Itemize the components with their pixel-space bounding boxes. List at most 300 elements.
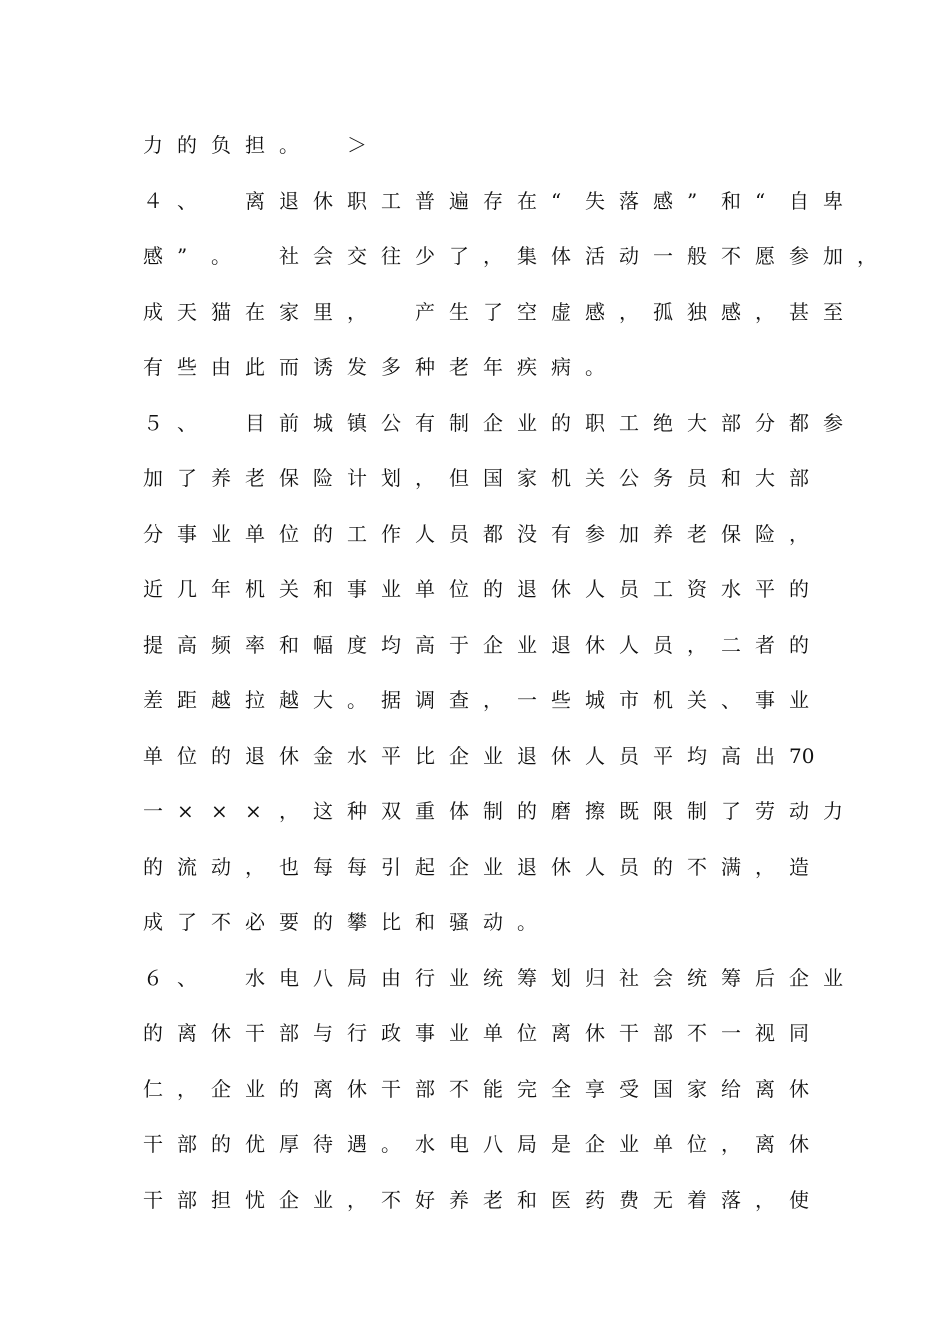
text-char: 距 — [177, 688, 197, 712]
text-char: 制 — [449, 410, 469, 435]
text-char: 诱 — [313, 355, 333, 379]
text-char: 劳 — [755, 799, 775, 823]
text-char: 事 — [415, 1021, 435, 1045]
text-char: 离 — [755, 1076, 775, 1101]
text-char: 力 — [143, 133, 163, 157]
text-char: 业 — [619, 1132, 639, 1156]
text-char: 务 — [653, 466, 673, 490]
text-char: 养 — [211, 466, 231, 490]
text-char: 企 — [449, 854, 469, 879]
text-char: 加 — [619, 521, 639, 546]
text-char: 遇 — [347, 1132, 367, 1156]
text-char: 使 — [789, 1187, 809, 1212]
text-char: 一 — [653, 244, 673, 268]
text-char: 位 — [279, 521, 299, 546]
text-char: 的 — [551, 410, 571, 435]
text-char: 计 — [347, 466, 367, 490]
text-char: 活 — [585, 244, 605, 268]
text-char: 均 — [687, 743, 707, 768]
text-char: 企 — [483, 410, 503, 435]
text-char: 视 — [755, 1021, 775, 1045]
text-char: 企 — [211, 1076, 231, 1101]
text-char: 单 — [245, 521, 265, 546]
text-char: 至 — [823, 299, 843, 324]
text-char: 有 — [551, 521, 571, 546]
text-char: 动 — [789, 799, 809, 823]
text-char: 愿 — [755, 244, 775, 268]
text-char: 休 — [551, 743, 571, 768]
text-char: 但 — [449, 466, 469, 490]
text-char: 八 — [313, 965, 333, 990]
text-char: 社 — [619, 965, 639, 990]
text-char: 老 — [449, 355, 469, 379]
text-char: “ — [755, 188, 766, 213]
text-char: 目 — [245, 410, 265, 435]
text-char: 员 — [619, 854, 639, 879]
text-char: 参 — [823, 410, 843, 435]
text-char: 的 — [517, 799, 537, 823]
text-char: 猫 — [211, 299, 231, 324]
text-char: 流 — [177, 854, 197, 879]
text-char: 担 — [245, 133, 265, 157]
text-char: 前 — [279, 410, 299, 435]
text-char: ” — [687, 188, 698, 213]
text-char: 感 — [143, 244, 163, 268]
text-char: 双 — [381, 799, 401, 823]
text-char: 不 — [687, 854, 707, 879]
text-char: 药 — [585, 1187, 605, 1212]
text-char: ， — [789, 521, 809, 546]
text-char: 由 — [381, 965, 401, 990]
text-char: 关 — [687, 688, 707, 712]
text-char: 既 — [619, 799, 639, 823]
text-char: 起 — [415, 854, 435, 879]
text-char: 无 — [653, 1187, 673, 1212]
text-char: 完 — [517, 1076, 537, 1101]
text-char: 干 — [143, 1187, 163, 1212]
text-char: 业 — [517, 632, 537, 657]
text-char: 行 — [415, 965, 435, 990]
text-char: 老 — [687, 521, 707, 546]
text-char: 离 — [313, 1076, 333, 1101]
text-char: 离 — [551, 1021, 571, 1045]
text-line — [0, 522, 950, 578]
text-char: 、 — [177, 410, 197, 435]
text-char: 会 — [653, 965, 673, 990]
text-char: 政 — [381, 1021, 401, 1045]
text-char: 力 — [823, 799, 843, 823]
text-char: 的 — [177, 133, 197, 157]
text-char: ” — [177, 244, 188, 268]
text-char: ５ — [143, 410, 163, 435]
text-char: 种 — [347, 799, 367, 823]
text-char: 在 — [245, 299, 265, 324]
text-char: 动 — [211, 854, 231, 879]
text-char: 员 — [619, 743, 639, 768]
text-char: 局 — [347, 965, 367, 990]
text-char: 关 — [279, 577, 299, 601]
text-line — [0, 189, 950, 245]
text-char: 企 — [483, 632, 503, 657]
text-char: ４ — [143, 188, 163, 213]
text-char: ， — [177, 1076, 197, 1101]
text-char: 业 — [483, 854, 503, 879]
text-char: ， — [279, 799, 299, 823]
text-char: ＞ — [347, 133, 367, 157]
text-char: 保 — [721, 521, 741, 546]
text-char: 社 — [279, 244, 299, 268]
text-char: 。 — [211, 244, 231, 268]
text-line — [0, 300, 950, 356]
text-line — [0, 244, 950, 300]
text-line — [0, 910, 950, 966]
text-char: 退 — [517, 854, 537, 879]
text-char: 业 — [313, 1187, 333, 1212]
text-char: 位 — [517, 1021, 537, 1045]
text-char: 的 — [483, 577, 503, 601]
text-char: 发 — [347, 355, 367, 379]
text-char: 交 — [347, 244, 367, 268]
text-char: 单 — [143, 743, 163, 768]
text-char: 厚 — [279, 1132, 299, 1156]
text-char: 的 — [313, 521, 333, 546]
text-char: 镇 — [347, 410, 367, 435]
text-char: 必 — [245, 910, 265, 934]
text-char: 企 — [279, 1187, 299, 1212]
text-char: 感 — [653, 188, 673, 213]
text-char: 担 — [211, 1187, 231, 1212]
text-char: 资 — [687, 577, 707, 601]
text-char: 擦 — [585, 799, 605, 823]
text-char: 不 — [721, 244, 741, 268]
text-char: 筹 — [517, 965, 537, 990]
text-char: 老 — [483, 1187, 503, 1212]
text-char: 和 — [313, 577, 333, 601]
text-char: 攀 — [347, 910, 367, 934]
text-char: 归 — [585, 965, 605, 990]
text-char: 查 — [449, 688, 469, 712]
text-char: 保 — [279, 466, 299, 490]
text-char: 拉 — [245, 688, 265, 712]
text-char: 关 — [585, 466, 605, 490]
text-char: 作 — [381, 521, 401, 546]
text-char: 干 — [381, 1076, 401, 1101]
text-char: 和 — [415, 910, 435, 934]
text-char: ， — [347, 299, 367, 324]
text-char: 职 — [585, 410, 605, 435]
text-char: 都 — [483, 521, 503, 546]
text-char: 自 — [789, 188, 809, 213]
text-char: 事 — [347, 577, 367, 601]
text-char: 均 — [381, 632, 401, 657]
text-char: 退 — [517, 743, 537, 768]
text-char: 动 — [619, 244, 639, 268]
text-char: 产 — [415, 299, 435, 324]
text-char: 企 — [789, 965, 809, 990]
text-char: 后 — [755, 965, 775, 990]
text-line — [0, 799, 950, 855]
text-char: 企 — [449, 743, 469, 768]
text-char: 的 — [789, 632, 809, 657]
text-char: ， — [721, 1132, 741, 1156]
text-char: 引 — [381, 854, 401, 879]
text-char: 同 — [789, 1021, 809, 1045]
text-char: 这 — [313, 799, 333, 823]
text-char: 单 — [653, 1132, 673, 1156]
text-char: 度 — [347, 632, 367, 657]
text-char: 遍 — [449, 188, 469, 213]
text-char: ， — [245, 854, 265, 879]
text-char: 位 — [449, 577, 469, 601]
text-char: 参 — [585, 521, 605, 546]
text-char: 人 — [619, 632, 639, 657]
text-char: 由 — [211, 355, 231, 379]
text-char: 也 — [279, 854, 299, 879]
text-char: 业 — [517, 410, 537, 435]
text-char: 存 — [483, 188, 503, 213]
text-char: 划 — [381, 466, 401, 490]
text-char: ， — [687, 632, 707, 657]
text-char: ， — [755, 854, 775, 879]
text-char: 都 — [789, 410, 809, 435]
text-char: 金 — [313, 743, 333, 768]
text-line — [0, 355, 950, 411]
text-char: 年 — [483, 355, 503, 379]
text-char: 干 — [143, 1132, 163, 1156]
text-char: 的 — [789, 577, 809, 601]
text-char: 参 — [789, 244, 809, 268]
text-char: 人 — [585, 743, 605, 768]
text-line — [0, 411, 950, 467]
text-char: ， — [755, 299, 775, 324]
text-char: 费 — [619, 1187, 639, 1212]
text-line — [0, 133, 950, 189]
text-char: 的 — [211, 743, 231, 768]
text-char: 优 — [245, 1132, 265, 1156]
text-char: 些 — [551, 688, 571, 712]
text-char: 给 — [721, 1076, 741, 1101]
text-char: 此 — [245, 355, 265, 379]
text-char: 员 — [619, 577, 639, 601]
text-char: 不 — [687, 1021, 707, 1045]
text-char: 高 — [721, 743, 741, 768]
text-char: 老 — [245, 466, 265, 490]
text-char: 孤 — [653, 299, 673, 324]
text-char: 幅 — [313, 632, 333, 657]
text-char: 享 — [585, 1076, 605, 1101]
text-char: 和 — [517, 1187, 537, 1212]
text-char: 人 — [585, 854, 605, 879]
text-char: ， — [483, 244, 503, 268]
text-char — [211, 411, 231, 435]
text-char: 没 — [517, 521, 537, 546]
text-line — [0, 633, 950, 689]
text-char: 加 — [823, 244, 843, 268]
text-char: 据 — [381, 688, 401, 712]
text-char: 落 — [619, 188, 639, 213]
text-char: 多 — [381, 355, 401, 379]
text-char: 休 — [313, 188, 333, 213]
text-char: 业 — [449, 965, 469, 990]
text-char: ， — [347, 1187, 367, 1212]
text-char: 险 — [755, 521, 775, 546]
text-char: 平 — [381, 743, 401, 768]
text-char: 造 — [789, 854, 809, 879]
text-char: 者 — [755, 632, 775, 657]
text-char: ， — [619, 299, 639, 324]
text-char: 空 — [517, 299, 537, 324]
text-char: 业 — [483, 743, 503, 768]
text-char: 休 — [585, 1021, 605, 1045]
text-char: 感 — [721, 299, 741, 324]
text-char: 体 — [551, 244, 571, 268]
text-char: 离 — [755, 1132, 775, 1156]
text-char: 休 — [585, 632, 605, 657]
text-char: 提 — [143, 632, 163, 657]
text-char: 会 — [313, 244, 333, 268]
text-char: 业 — [245, 1076, 265, 1101]
text-char: 待 — [313, 1132, 333, 1156]
text-char: 了 — [177, 910, 197, 934]
text-char: 不 — [449, 1076, 469, 1101]
text-char: 退 — [517, 577, 537, 601]
text-char: 工 — [347, 521, 367, 546]
text-line — [0, 1077, 950, 1133]
text-char: 员 — [449, 521, 469, 546]
text-char: 业 — [449, 1021, 469, 1045]
text-char: 普 — [415, 188, 435, 213]
text-char: 电 — [449, 1132, 469, 1156]
text-char — [313, 133, 333, 157]
text-char: 分 — [755, 410, 775, 435]
text-char: 不 — [381, 1187, 401, 1212]
text-char: 机 — [551, 466, 571, 490]
text-char: 退 — [245, 743, 265, 768]
text-char: 休 — [347, 1076, 367, 1101]
text-line — [0, 744, 950, 800]
text-char: 部 — [177, 1132, 197, 1156]
text-char: 了 — [721, 799, 741, 823]
text-char: 水 — [347, 743, 367, 768]
text-char: 、 — [177, 965, 197, 990]
text-char: × — [245, 799, 262, 823]
text-char: 于 — [449, 632, 469, 657]
text-char: 高 — [415, 632, 435, 657]
text-char: 而 — [279, 355, 299, 379]
text-char: 。 — [279, 133, 299, 157]
text-char: 每 — [347, 854, 367, 879]
text-char: 率 — [245, 632, 265, 657]
text-char: ， — [483, 688, 503, 712]
text-char: 筹 — [721, 965, 741, 990]
text-char — [381, 300, 401, 324]
text-char: 集 — [517, 244, 537, 268]
text-char: 单 — [483, 1021, 503, 1045]
text-char: 水 — [245, 965, 265, 990]
text-char: ， — [755, 1187, 775, 1212]
text-char: 成 — [143, 299, 163, 324]
text-char: 局 — [517, 1132, 537, 1156]
text-char: ６ — [143, 965, 163, 990]
text-char: 休 — [789, 1076, 809, 1101]
text-char: 休 — [551, 577, 571, 601]
text-char: 统 — [687, 965, 707, 990]
text-line — [0, 1188, 950, 1244]
text-char: 好 — [415, 1187, 435, 1212]
text-char: 仁 — [143, 1076, 163, 1101]
text-line — [0, 1021, 950, 1077]
text-char: 电 — [279, 965, 299, 990]
text-char: 员 — [687, 466, 707, 490]
text-char: 城 — [313, 410, 333, 435]
text-char: 一 — [143, 799, 163, 823]
text-char: 里 — [313, 299, 333, 324]
text-char: 满 — [721, 854, 741, 879]
text-char: 分 — [143, 521, 163, 546]
text-char: 越 — [211, 688, 231, 712]
text-char: 工 — [381, 188, 401, 213]
text-char: 加 — [143, 466, 163, 490]
text-char: 大 — [755, 466, 775, 490]
text-char: 离 — [177, 1021, 197, 1045]
text-char: 的 — [653, 854, 673, 879]
text-char — [211, 189, 231, 213]
text-char: ， — [857, 244, 877, 268]
text-char: 和 — [721, 188, 741, 213]
text-char: 行 — [347, 1021, 367, 1045]
text-char: 比 — [415, 743, 435, 768]
text-char: 划 — [551, 965, 571, 990]
text-char: 有 — [415, 410, 435, 435]
text-char: 公 — [381, 410, 401, 435]
text-char: 70 — [789, 743, 815, 768]
text-char: 的 — [279, 1076, 299, 1101]
text-char: 一 — [517, 688, 537, 712]
text-char: 近 — [143, 577, 163, 601]
text-char: 些 — [177, 355, 197, 379]
text-char: 天 — [177, 299, 197, 324]
text-char: 大 — [313, 688, 333, 712]
text-char: 落 — [721, 1187, 741, 1212]
text-char: 全 — [551, 1076, 571, 1101]
text-char: 业 — [381, 577, 401, 601]
text-line — [0, 577, 950, 633]
text-char: 了 — [483, 299, 503, 324]
text-char: 出 — [755, 743, 775, 768]
text-char — [211, 966, 231, 990]
text-char: 位 — [687, 1132, 707, 1156]
text-line — [0, 966, 950, 1022]
text-char: 的 — [313, 910, 333, 934]
text-char: 少 — [415, 244, 435, 268]
text-char: 和 — [279, 632, 299, 657]
text-char: 病 — [551, 355, 571, 379]
text-char: 有 — [143, 355, 163, 379]
text-char: 、 — [721, 688, 741, 712]
text-char: 事 — [755, 688, 775, 712]
text-char: 退 — [551, 632, 571, 657]
text-char: 和 — [721, 466, 741, 490]
text-char: 休 — [551, 854, 571, 879]
text-char: 。 — [347, 688, 367, 712]
text-char: 平 — [755, 577, 775, 601]
text-char: 公 — [619, 466, 639, 490]
text-char: 在 — [517, 188, 537, 213]
text-char: 国 — [483, 466, 503, 490]
text-char: 调 — [415, 688, 435, 712]
text-char: 大 — [687, 410, 707, 435]
text-char: 单 — [415, 577, 435, 601]
